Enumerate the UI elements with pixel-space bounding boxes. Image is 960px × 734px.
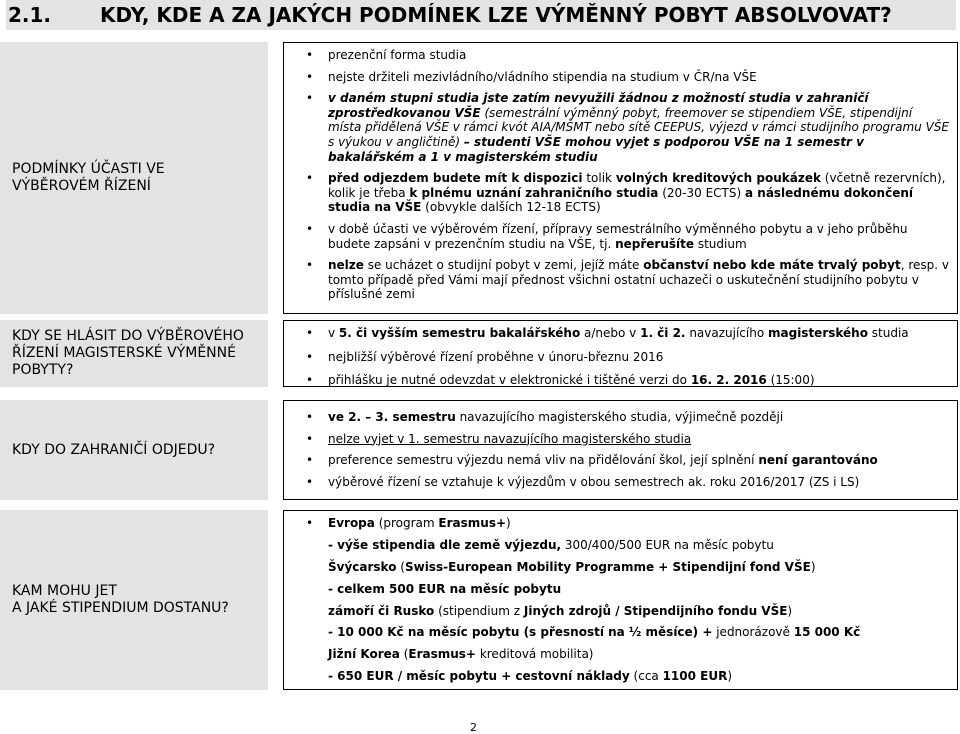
text-run: nepřerušíte [615, 236, 695, 251]
text-run: (stipendium z [434, 603, 524, 618]
list-item [284, 91, 957, 171]
text-run: - 650 EUR / měsíc pobytu + cestovní náklady [328, 669, 630, 684]
text-run: magisterského [768, 326, 868, 340]
text-run: Erasmus+ [408, 647, 476, 662]
text-run: (semestrální výměnný pobyt, freemover se stipendiem VŠE, stipendijní místa přidělená VŠE v rámci kvót AIA/MŠMT nebo sítě CEEPUS, výjezd v rámci studijního programu VŠE s výukou v angličtině) [328, 105, 949, 149]
bullet-list [284, 410, 957, 496]
text-run: preference semestru výjezdu nemá vliv na přidělování škol, její splnění [328, 453, 759, 468]
section-when-to-apply [0, 320, 960, 387]
side-label-line: ŘÍZENÍ MAGISTERSKÉ VÝMĚNNÉ [12, 345, 236, 361]
text-run: tolik [582, 171, 616, 186]
list-item [284, 70, 957, 92]
text-run: (20-30 ECTS) [658, 185, 745, 200]
text-run: navazujícího [685, 326, 768, 340]
text-run: (cca [629, 669, 663, 684]
text-run: 1100 EUR [662, 669, 728, 684]
text-run: ) [506, 516, 511, 530]
list-item [284, 258, 957, 309]
list-item [284, 538, 957, 560]
list-item [284, 222, 957, 258]
text-run: se ucházet o studijní pobyt v zemi, jejíž máte [363, 258, 644, 273]
text-run: - výše stipendia dle země výjezdu, [328, 537, 562, 552]
side-label [0, 400, 268, 500]
section-participation-conditions [0, 42, 960, 314]
section-title: KDY, KDE A ZA JAKÝCH PODMÍNEK LZE VÝMĚNNÝ POBYT ABSOLVOVAT? [100, 3, 892, 27]
text-run: Swiss-European Mobility Programme + Stipendijní fond VŠE [404, 559, 811, 574]
list-item [284, 48, 957, 70]
text-run: – studenti VŠE mohou vyjet s podporou VŠE na 1 semestr v bakalářském a 1 v magisterském studiu [328, 134, 864, 164]
list-item [284, 560, 957, 582]
list-item [284, 432, 957, 454]
text-run: (včetně rezervních), kolik je třeba [328, 171, 946, 200]
section-heading [6, 0, 956, 30]
bullet-list [284, 48, 957, 309]
side-label-line: KAM MOHU JET [12, 583, 117, 599]
text-run: 1. či 2. [640, 326, 686, 340]
text-run: přihlášku je nutné odevzdat v elektronické i tištěné verzi do [328, 373, 691, 388]
list-item [284, 171, 957, 222]
side-label [0, 42, 268, 314]
list-item [284, 326, 957, 350]
text-run: Jižní Korea [328, 647, 400, 662]
list-item [284, 604, 957, 626]
section-when-to-leave [0, 400, 960, 500]
list-item [284, 625, 957, 647]
list-item [284, 410, 957, 432]
side-label-line: A JAKÉ STIPENDIUM DOSTANU? [12, 600, 229, 616]
text-run: studia [867, 326, 909, 340]
list-item [284, 669, 957, 691]
list-item [284, 453, 957, 475]
text-run: zámoří či Rusko [328, 603, 435, 618]
text-run: ( [399, 647, 409, 662]
bullet-list [284, 326, 957, 397]
text-run: občanství nebo kde máte trvalý pobyt [643, 258, 901, 273]
text-run: ) [810, 559, 816, 574]
text-run: ) [787, 603, 793, 618]
side-label [0, 320, 268, 387]
text-run: nejste držiteli mezivládního/vládního stipendia na studium v ČR/na VŠE [328, 69, 757, 84]
text-run: , resp. v tomto případě před Vámi mají přednost všichni ostatní uchazeči o uskutečnění studijního pobytu v příslušné zemi [328, 258, 949, 302]
text-run: prezenční forma studia [328, 48, 467, 62]
text-run: a/nebo v [580, 326, 641, 340]
section-destinations-stipend [0, 510, 960, 690]
text-run: a následnému dokončení studia na VŠE [328, 185, 913, 215]
text-run: (obvykle dalších 12-18 ECTS) [421, 200, 601, 215]
text-run: 15 000 Kč [793, 625, 861, 640]
content-box [283, 400, 958, 500]
text-run: kreditová mobilita) [476, 647, 594, 662]
text-run: 5. či vyšším semestru bakalářského [338, 326, 581, 340]
text-run: Evropa [328, 516, 375, 530]
text-run: Švýcarsko [328, 559, 397, 574]
list-item [284, 373, 957, 397]
text-run: v [328, 326, 339, 340]
text-run: v době účasti ve výběrovém řízení, přípravy semestrálního výměnného pobytu a v jeho průběhu budete zapsáni v prezenčním studiu na VŠE, tj. [328, 221, 908, 251]
text-run: volných kreditových poukázek [615, 171, 821, 186]
text-run: jednorázově [712, 625, 794, 640]
side-label-line: PODMÍNKY ÚČASTI VE [12, 161, 165, 177]
text-run: - celkem 500 EUR na měsíc pobytu [328, 581, 562, 596]
side-label-line: KDY DO ZAHRANIČÍ ODJEDU? [12, 441, 216, 458]
content-box [283, 510, 958, 690]
bullet-list [284, 516, 957, 691]
text-run: nelze [328, 258, 364, 273]
text-run: ) [727, 669, 733, 684]
text-run: výběrové řízení se vztahuje k výjezdům v obou semestrech ak. roku 2016/2017 (ZS i LS) [328, 474, 860, 489]
section-number: 2.1. [8, 3, 52, 27]
text-run: před odjezdem budete mít k dispozici [328, 171, 583, 186]
list-item [284, 516, 957, 538]
text-run: - 10 000 Kč na měsíc pobytu (s přesností na ½ měsíce) + [328, 625, 713, 640]
side-label [0, 510, 268, 690]
list-item [284, 582, 957, 604]
text-run: (program [374, 516, 439, 530]
text-run: k plnému uznání zahraničního studia [409, 185, 659, 200]
page-number: 2 [470, 721, 477, 734]
side-label-line: VÝBĚROVÉM ŘÍZENÍ [12, 178, 151, 194]
text-run: nejbližší výběrové řízení proběhne v únoru-březnu 2016 [328, 349, 664, 364]
text-run: ve 2. – 3. semestru [328, 410, 456, 424]
content-box [283, 320, 958, 387]
list-item [284, 350, 957, 374]
list-item [284, 647, 957, 669]
text-run: ( [396, 559, 405, 574]
side-label-line: POBYTY? [12, 362, 74, 378]
text-run: 300/400/500 EUR na měsíc pobytu [561, 537, 774, 552]
side-label-line: KDY SE HLÁSIT DO VÝBĚROVÉHO [12, 328, 244, 344]
text-run: není garantováno [758, 453, 878, 468]
list-item [284, 475, 957, 497]
text-run: Jiných zdrojů / Stipendijního fondu VŠE [523, 603, 788, 618]
text-run: Erasmus+ [438, 516, 507, 530]
text-run: studium [694, 236, 747, 251]
content-box [283, 42, 958, 314]
text-run: 16. 2. 2016 [690, 373, 767, 388]
text-run: (15:00) [766, 373, 815, 388]
text-run: nelze vyjet v 1. semestru navazujícího magisterského studia [328, 431, 692, 446]
text-run: navazujícího magisterského studia, výjimečně později [455, 410, 784, 424]
text-run: v daném stupni studia jste zatím nevyužili žádnou z možností studia v zahraničí zprostředkovanou VŠE [328, 91, 869, 120]
